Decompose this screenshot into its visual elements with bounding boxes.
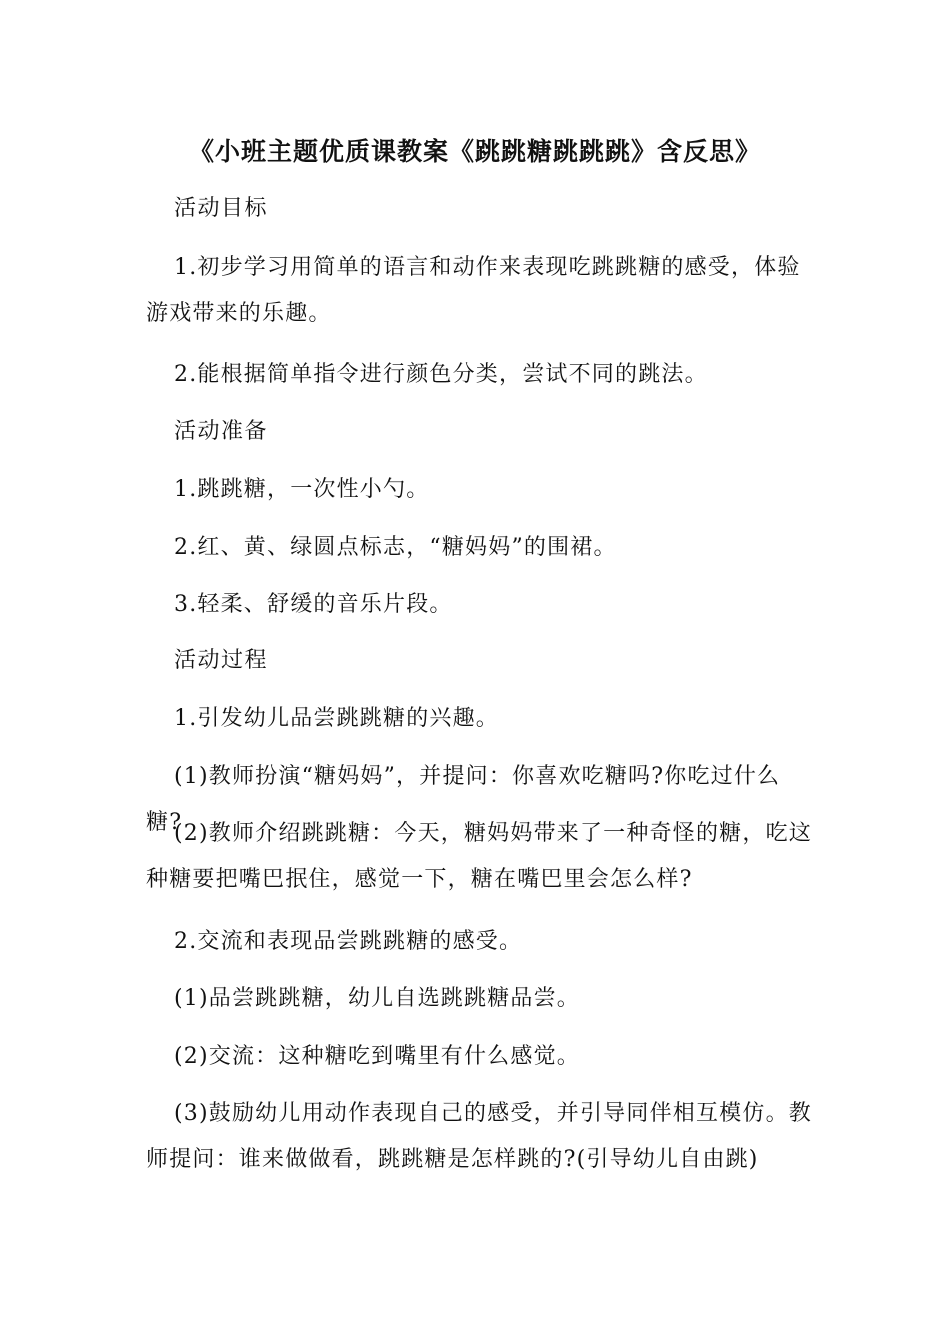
section-heading-process: 活动过程 — [174, 648, 269, 673]
section-heading-preparation: 活动准备 — [174, 419, 269, 444]
paragraph-process-2-3: (3)鼓励幼儿用动作表现自己的感受，并引导同伴相互模仿。教师提问：谁来做做看，跳跳糖是怎样跳的?(引导幼儿自由跳) — [146, 1101, 812, 1172]
paragraph-goal-1: 1.初步学习用简单的语言和动作来表现吃跳跳糖的感受，体验游戏带来的乐趣。 — [146, 255, 801, 326]
paragraph-process-2-2: (2)交流：这种糖吃到嘴里有什么感觉。 — [174, 1044, 580, 1069]
paragraph-goal-2: 2.能根据简单指令进行颜色分类，尝试不同的跳法。 — [174, 362, 708, 387]
paragraph-prep-2: 2.红、黄、绿圆点标志，“糖妈妈”的围裙。 — [174, 535, 617, 560]
paragraph-prep-1: 1.跳跳糖，一次性小勺。 — [174, 477, 430, 502]
paragraph-process-1-2: (2)教师介绍跳跳糖：今天，糖妈妈带来了一种奇怪的糖，吃这种糖要把嘴巴抿住，感觉一下，糖在嘴巴里会怎么样? — [146, 821, 812, 892]
paragraph-process-2: 2.交流和表现品尝跳跳糖的感受。 — [174, 929, 523, 954]
paragraph-prep-3: 3.轻柔、舒缓的音乐片段。 — [174, 592, 453, 617]
paragraph-process-2-1: (1)品尝跳跳糖，幼儿自选跳跳糖品尝。 — [174, 986, 580, 1011]
document-title: 《小班主题优质课教案《跳跳糖跳跳跳》含反思》 — [188, 137, 761, 166]
paragraph-process-1: 1.引发幼儿品尝跳跳糖的兴趣。 — [174, 706, 499, 731]
paragraph-process-1-1: (1)教师扮演“糖妈妈”，并提问：你喜欢吃糖吗?你吃过什么糖? — [146, 764, 781, 835]
section-heading-goals: 活动目标 — [174, 196, 269, 221]
